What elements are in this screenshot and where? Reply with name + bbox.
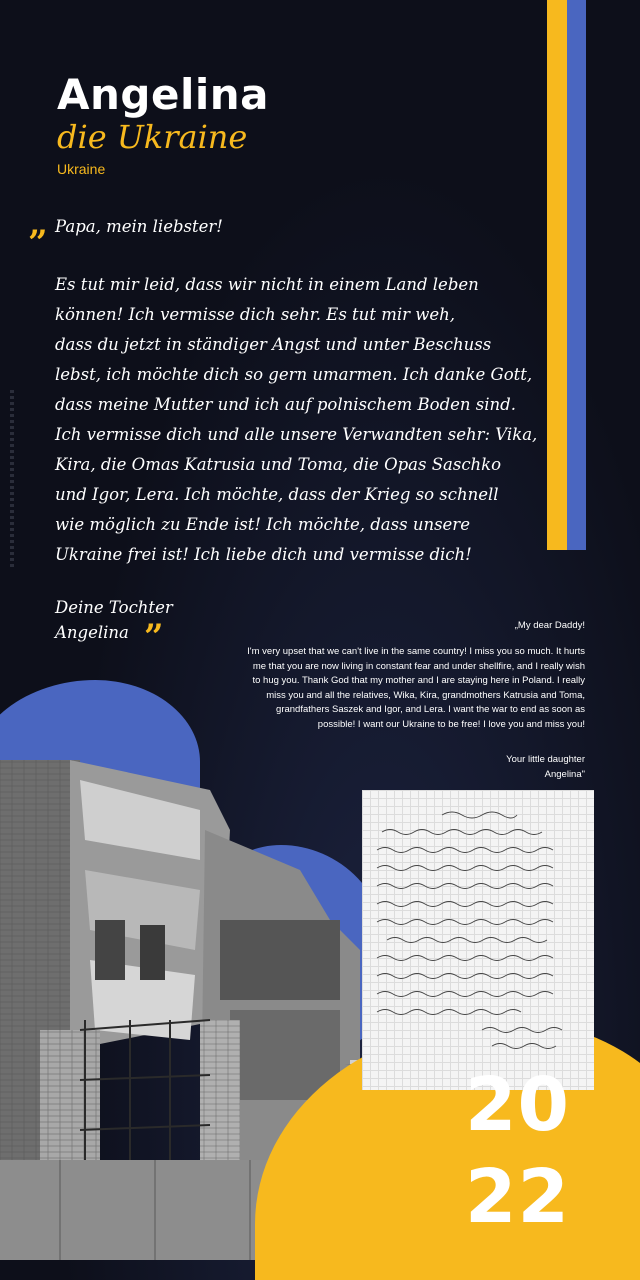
flag-stripe-blue — [567, 0, 586, 550]
letter-greeting: Papa, mein liebster! — [55, 217, 223, 236]
letter-signature: Angelina — [55, 623, 129, 642]
translation-closing-line: Your little daughter — [506, 754, 585, 765]
letter-line: und Igor, Lera. Ich möchte, dass der Krieg so schnell — [55, 485, 499, 504]
year-bottom: 22 — [465, 1154, 570, 1240]
handwritten-letter-image — [362, 790, 594, 1090]
translation-greeting: „My dear Daddy! — [514, 620, 585, 631]
photo-credit-vertical — [10, 390, 14, 570]
year-top: 20 — [465, 1062, 570, 1148]
letter-body — [55, 270, 538, 570]
letter-line: dass meine Mutter und ich auf polnischem Boden sind. — [55, 395, 516, 414]
letter-line: lebst, ich möchte dich so gern umarmen. Ich danke Gott, — [55, 365, 533, 384]
open-quote-icon: ” — [28, 223, 48, 263]
translation-signature: Angelina" — [544, 768, 585, 780]
handwriting-scribble — [362, 790, 594, 1090]
author-subtitle: die Ukraine — [57, 118, 248, 156]
author-country: Ukraine — [57, 161, 106, 177]
letter-closing: Deine Tochter — [55, 598, 173, 617]
translation-body: I'm very upset that we can't live in the same country! I miss you so much. It hurts me that you are now living in constant fear and under shellfire, and I really wish to hug you. Thank God that my mother and I are staying here in Poland. I really miss you and all the relatives, Wika, Kira, grandmothers Katrusia and Toma, grandfathers Saszek and Igor, and Lera. I want the war to end as soon as possible! I want our Ukraine to be free! I love you and miss you! — [247, 646, 585, 730]
letter-line: Ich vermisse dich und alle unsere Verwandten sehr: Vika, — [55, 425, 538, 444]
author-name: Angelina — [57, 70, 269, 119]
letter-line: wie möglich zu Ende ist! Ich möchte, dass unsere — [55, 515, 470, 534]
close-quote-icon: ” — [144, 617, 164, 657]
letter-line: können! Ich vermisse dich sehr. Es tut mir weh, — [55, 305, 456, 324]
letter-line: Ukraine frei ist! Ich liebe dich und vermisse dich! — [55, 545, 472, 564]
letter-line: Kira, die Omas Katrusia und Toma, die Opas Saschko — [55, 455, 502, 474]
letter-line: Es tut mir leid, dass wir nicht in einem Land leben — [55, 275, 479, 294]
flag-stripe-yellow — [547, 0, 567, 550]
letter-line: dass du jetzt in ständiger Angst und unter Beschuss — [55, 335, 492, 354]
